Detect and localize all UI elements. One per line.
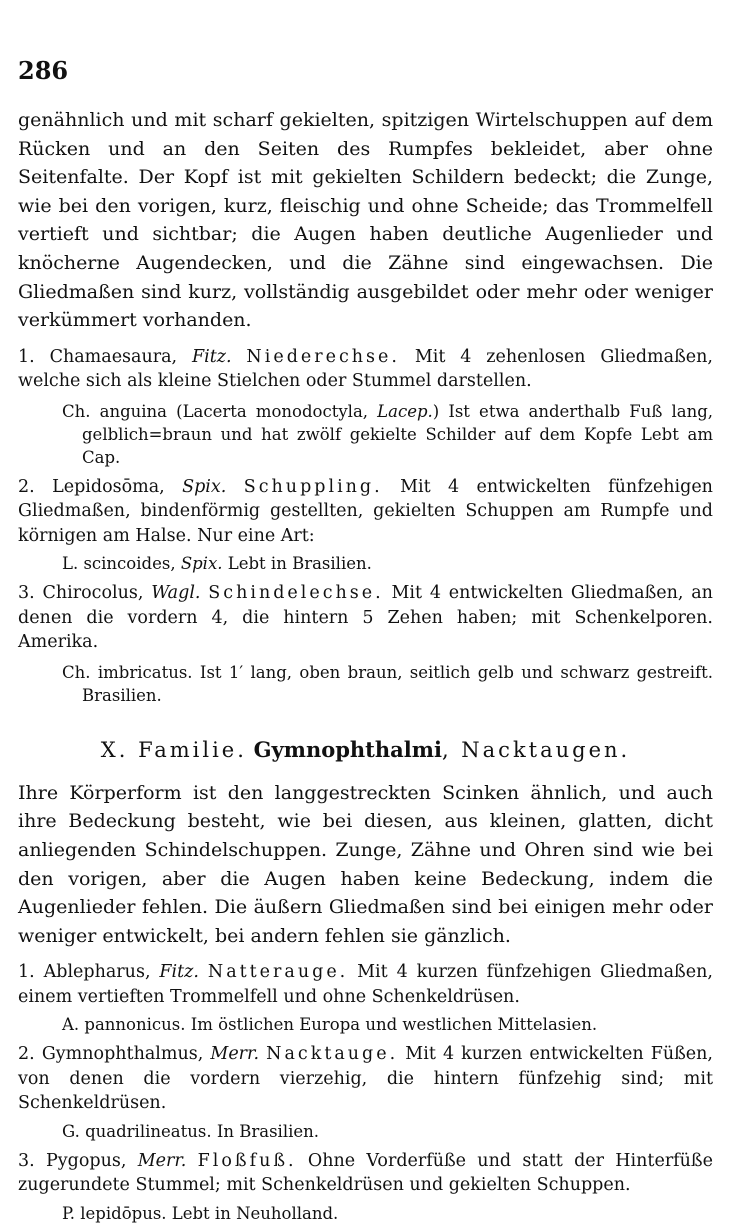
- genus-common-name: Floßfuß.: [197, 1150, 297, 1171]
- family-number: X. Familie.: [100, 737, 247, 762]
- family-paragraph: Ihre Körperform ist den langgestreckten Scinken ähnlich, und auch ihre Bedeckung besteht, wie bei diesen, aus kleinen, glatten, dicht anliegenden Schindelschuppen. Zunge, Zähne und Ohren sind wie bei den vorigen, aber die Augen haben keine Bedeckung, indem die Augenlieder fehlen. Die äußern Gliedmaßen sind bei einigen mehr oder weniger entwickelt, bei andern fehlen sie gänzlich.: [18, 781, 713, 947]
- family-latin-name: Gymnophthalmi: [253, 736, 442, 762]
- genus-entry: 2. Gymnophthalmus, Merr. Nacktauge. Mit 4 kurzen entwickelten Füßen, von denen die vordern vierzehig, die hintern fünfzehig sind; mit Schenkeldrüsen.: [18, 1044, 713, 1114]
- genus-author: Fitz.: [159, 962, 199, 983]
- genus-description: Mit 4 entwickelten Gliedmaßen, an denen die vordern 4, die hintern 5 Zehen haben; mit Schenkelporen. Amerika.: [18, 583, 713, 653]
- genus-number: 2.: [18, 1044, 35, 1065]
- genus-description: Mit 4 entwickelten fünfzehigen Gliedmaßen, bindenförmig gestellten, gekielten Schuppen am Rumpfe und körnigen am Halse. Nur eine Art:: [18, 476, 713, 546]
- species-entry: [18, 661, 713, 707]
- genus-description: Mit 4 zehenlosen Gliedmaßen, welche sich als kleine Stielchen oder Stummel darstellen.: [18, 346, 713, 392]
- species-name: L. scincoides: [62, 554, 171, 574]
- genus-entry: 3. Pygopus, Merr. Floßfuß. Ohne Vorderfüße und statt der Hinterfüße zugerundete Stummel; mit Schenkeldrüsen und gekielten Schuppen.: [18, 1150, 713, 1196]
- genus-author: Merr.: [210, 1044, 260, 1065]
- genus-entry: 3. Chirocolus, Wagl. Schindelechse. Mit 4 entwickelten Gliedmaßen, an denen die vordern 4, die hintern 5 Zehen haben; mit Schenkelporen. Amerika.: [18, 583, 713, 653]
- genus-name: Lepidosōma: [52, 476, 160, 497]
- genus-author: Wagl.: [151, 583, 201, 604]
- species-entry: [18, 1202, 713, 1225]
- genus-common-name: Schuppling.: [243, 476, 383, 497]
- species-name: G. quadrilineatus.: [62, 1121, 212, 1141]
- species-synonym-author: Lacep.: [377, 401, 433, 421]
- species-name: P. lepidōpus.: [62, 1203, 167, 1223]
- species-entry: [18, 1120, 713, 1143]
- genus-author: Fitz.: [191, 346, 232, 367]
- family-heading: [18, 735, 713, 765]
- genus-common-name: Schindelechse.: [208, 583, 384, 604]
- species-entry: [18, 1013, 713, 1036]
- genus-common-name: Niederechse.: [246, 346, 400, 367]
- genus-number: 2.: [18, 476, 35, 497]
- species-name: A. pannonicus.: [62, 1015, 186, 1035]
- species-separator: ,: [170, 554, 181, 574]
- genus-common-name: Natterauge.: [207, 962, 349, 983]
- species-name: Ch. imbricatus.: [62, 662, 193, 682]
- intro-paragraph: genähnlich und mit scharf gekielten, spitzigen Wirtelschuppen auf dem Rücken und an den Seiten des Rumpfes bekleidet, aber ohne Seitenfalte. Der Kopf ist mit gekielten Schildern bedeckt; die Zunge, wie bei den vorigen, kurz, fleischig und ohne Scheide; das Trommelfell vertieft und sichtbar; die Augen haben deutliche Augenlieder und knöcherne Augendecken, und die Zähne sind eingewachsen. Die Gliedmaßen sind kurz, vollständig ausgebildet oder mehr oder weniger verkümmert vorhanden.: [18, 109, 713, 332]
- genus-author: Merr.: [137, 1150, 187, 1171]
- genus-author: Spix.: [182, 476, 227, 497]
- species-author: Spix.: [180, 554, 223, 574]
- species-description: Ist 1′ lang, oben braun, seitlich gelb und schwarz gestreift. Brasilien.: [82, 662, 713, 705]
- genus-number: 3.: [18, 583, 35, 604]
- genus-name: Ablepharus: [43, 962, 145, 983]
- genus-number: 1.: [18, 962, 35, 983]
- species-description: Im östlichen Europa und westlichen Mittelasien.: [185, 1015, 598, 1035]
- genus-name: Gymnophthalmus: [41, 1044, 198, 1065]
- genus-common-name: Nacktauge.: [266, 1044, 399, 1065]
- genus-entry: 1. Ablepharus, Fitz. Natterauge. Mit 4 kurzen fünfzehigen Gliedmaßen, einem vertieften Trommelfell und ohne Schenkeldrüsen.: [18, 962, 713, 1007]
- genus-entry: 1. Chamaesaura, Fitz. Niederechse. Mit 4 zehenlosen Gliedmaßen, welche sich als kleine Stielchen oder Stummel darstellen.: [18, 346, 713, 392]
- species-description: ) Ist etwa anderthalb Fuß lang, gelblich=braun und hat zwölf gekielte Schilder auf dem Kopfe Lebt am Cap.: [82, 401, 714, 467]
- genus-name: Pygopus: [45, 1150, 121, 1171]
- species-name: Ch. anguina: [62, 401, 168, 421]
- genus-name: Chamaesaura: [49, 346, 172, 367]
- family-german-name: , Nacktaugen.: [441, 737, 631, 762]
- genus-entry: 2. Lepidosōma, Spix. Schuppling. Mit 4 entwickelten fünfzehigen Gliedmaßen, bindenförmig gestellten, gekielten Schuppen am Rumpfe und körnigen am Halse. Nur eine Art:: [18, 476, 713, 546]
- genus-number: 3.: [18, 1150, 35, 1171]
- genus-description: Mit 4 kurzen fünfzehigen Gliedmaßen, einem vertieften Trommelfell und ohne Schenkeldrüsen.: [18, 962, 713, 1007]
- species-description: Lebt in Neuholland.: [166, 1203, 339, 1223]
- species-description: In Brasilien.: [211, 1121, 320, 1141]
- genus-name: Chirocolus: [42, 583, 138, 604]
- genus-description: Ohne Vorderfüße und statt der Hinterfüße zugerundete Stummel; mit Schenkeldrüsen und gekielten Schuppen.: [18, 1150, 713, 1196]
- page-number: 286: [18, 56, 69, 85]
- species-synonym: (Lacerta monodoctyla,: [176, 401, 378, 421]
- genus-description: Mit 4 kurzen entwickelten Füßen, von denen die vordern vierzehig, die hintern fünfzehig sind; mit Schenkeldrüsen.: [18, 1044, 713, 1114]
- species-entry: [18, 400, 713, 469]
- species-entry: [18, 552, 713, 575]
- species-description: Lebt in Brasilien.: [222, 554, 372, 574]
- genus-number: 1.: [18, 346, 35, 367]
